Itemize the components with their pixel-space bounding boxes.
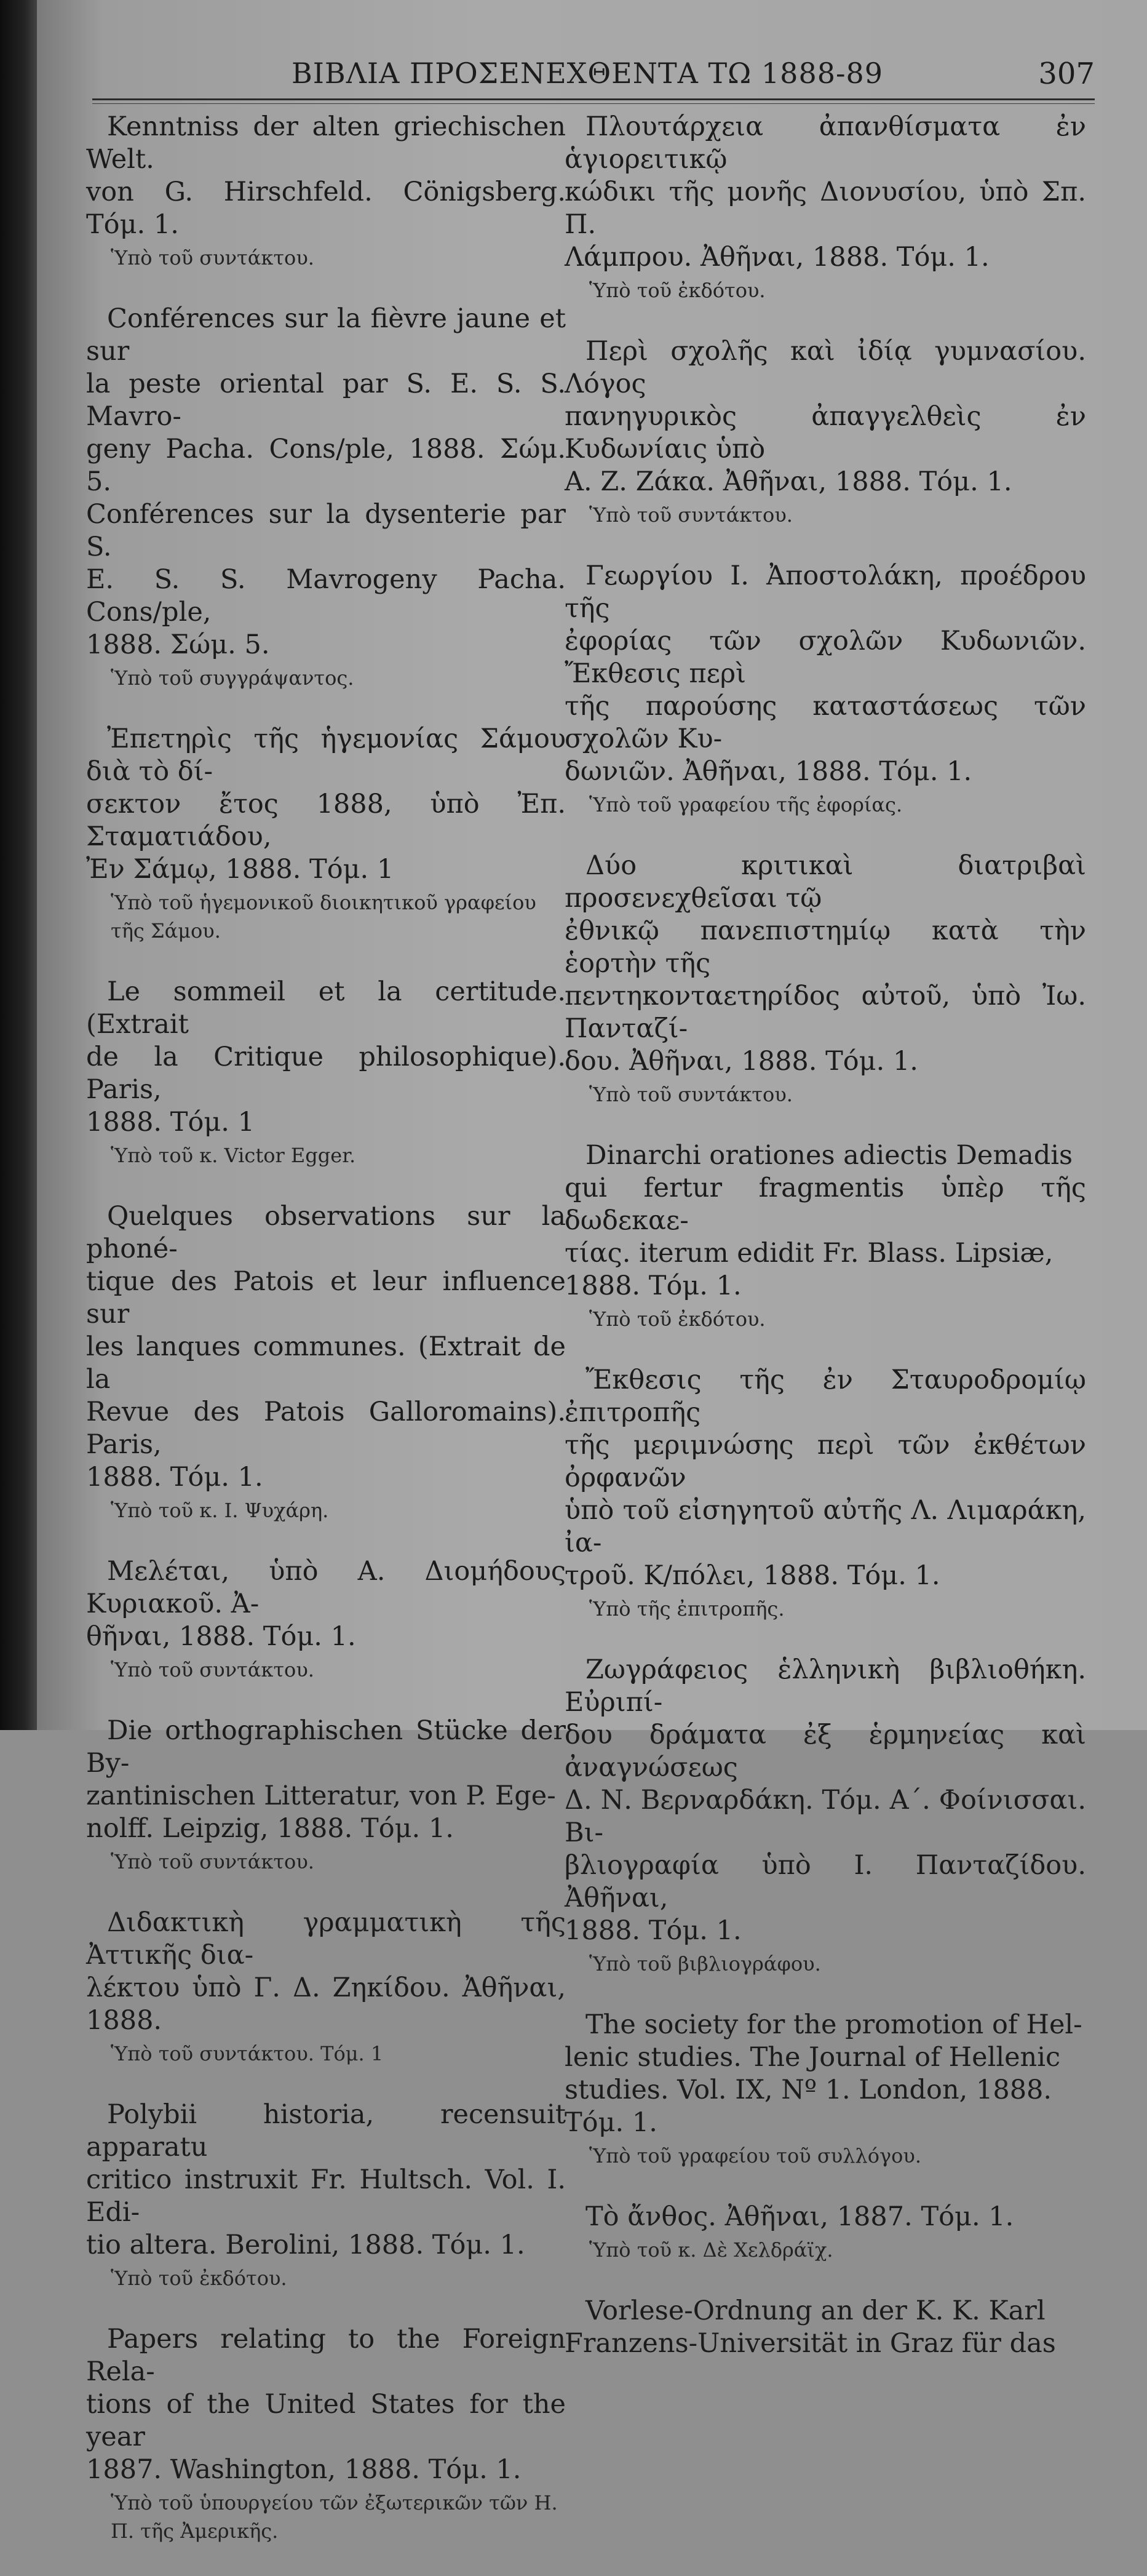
entry-line: ὑπὸ τοῦ εἰσηγητοῦ αὐτῆς Λ. Λιμαράκη, ἰα- [565, 1495, 1086, 1558]
entry-line: 1888. Τόμ. 1. [565, 1270, 742, 1301]
entry-title [565, 1364, 1086, 1592]
page-number: 307 [1038, 57, 1095, 91]
entry-line: Ἐν Σάμῳ, 1888. Τόμ. 1 [86, 854, 394, 885]
catalog-entry [565, 335, 1086, 529]
entry-donor: Ὑπὸ τοῦ συντάκτου. [111, 1658, 314, 1681]
entry-line: 1888. Σώμ. 5. [86, 629, 270, 660]
entry-donor: Ὑπὸ τοῦ βιβλιογράφου. [589, 1952, 821, 1976]
entry-line: Περὶ σχολῆς καὶ ἰδίᾳ γυμνασίου. Λόγος [565, 336, 1086, 399]
catalog-entry [565, 2009, 1086, 2170]
entry-donor: Ὑπὸ τοῦ κ. Victor Egger. [111, 1144, 356, 1167]
entry-line: von G. Hirschfeld. Cönigsberg. Τόμ. 1. [86, 177, 566, 240]
entry-line: tions of the United States for the year [86, 2389, 566, 2452]
catalog-entry [565, 2295, 1086, 2360]
entry-line: βλιογραφία ὑπὸ Ι. Πανταζίδου. Ἀθῆναι, [565, 1850, 1086, 1913]
entry-line: σεκτον ἔτος 1888, ὑπὸ Ἐπ. Σταματιάδου, [86, 789, 566, 852]
entry-line: les lanques communes. (Extrait de la [86, 1331, 566, 1395]
entry-donor: Ὑπὸ τοῦ ἐκδότου. [589, 279, 766, 302]
entry-title [565, 111, 1086, 274]
entry-title [86, 976, 566, 1139]
entry-line: de la Critique philosophique). Paris, [86, 1042, 566, 1105]
entry-line: δωνιῶν. Ἀθῆναι, 1888. Τόμ. 1. [565, 756, 972, 787]
catalog-entry [565, 1364, 1086, 1623]
entry-donor: Ὑπὸ τοῦ κ. Δὲ Χελδράϊχ. [589, 2238, 833, 2262]
entry-title [86, 723, 566, 886]
catalog-entry [565, 560, 1086, 819]
catalog-entry [86, 1200, 566, 1525]
entry-line: lenic studies. The Journal of Hellenic [565, 2042, 1061, 2073]
entry-line: la peste oriental par S. E. S. S. Mavro- [86, 369, 566, 432]
entry-line: Dinarchi orationes adiectis Demadis [585, 1140, 1073, 1171]
entry-line: Kenntniss der alten griechischen Welt. [86, 111, 566, 175]
catalog-entry [86, 111, 566, 272]
entry-donor: Ὑπὸ τῆς ἐπιτροπῆς. [589, 1597, 785, 1621]
entry-line: Vorlese-Ordnung an der K. K. Karl [585, 2295, 1046, 2326]
entry-line: Λάμπρου. Ἀθῆναι, 1888. Τόμ. 1. [565, 242, 990, 273]
entry-line: Conférences sur la dysenterie par S. [86, 499, 566, 562]
entry-line: qui fertur fragmentis ὑπὲρ τῆς δωδεκαε- [565, 1173, 1086, 1236]
entry-line: Papers relating to the Foreign Rela- [86, 2324, 566, 2387]
entry-line: E. S. S. Mavrogeny Pacha. Cons/ple, [86, 564, 566, 628]
right-column [565, 111, 1086, 2391]
entry-line: Μελέται, ὑπὸ Α. Διομήδους Κυριακοῦ. Ἀ- [86, 1556, 566, 1619]
entry-line: The society for the promotion of Hel- [585, 2009, 1082, 2040]
entry-line: nolff. Leipzig, 1888. Τόμ. 1. [86, 1813, 454, 1844]
entry-donor: Ὑπὸ τοῦ ὑπουργείου τῶν ἐξωτερικῶν τῶν Η. Π. τῆς Ἀμερικῆς. [111, 2491, 558, 2543]
entry-line: πανηγυρικὸς ἀπαγγελθεὶς ἐν Κυδωνίαις ὑπὸ [565, 401, 1086, 465]
entry-line: Franzens-Universität in Graz für das [565, 2328, 1056, 2359]
catalog-entry [86, 976, 566, 1170]
entry-title [565, 2201, 1086, 2233]
entry-line: ἐφορίας τῶν σχολῶν Κυδωνιῶν. Ἔκθεσις περὶ [565, 626, 1086, 689]
catalog-entry [565, 111, 1086, 305]
entry-line: Le sommeil et la certitude. (Extrait [86, 976, 566, 1040]
entry-donor: Ὑπὸ τοῦ ἐκδότου. [589, 1307, 766, 1331]
entry-title [86, 1715, 566, 1845]
entry-line: geny Pacha. Cons/ple, 1888. Σώμ. 5. [86, 434, 566, 497]
entry-line: 1888. Τόμ. 1. [86, 1462, 263, 1493]
entry-title [86, 111, 566, 241]
entry-line: studies. Vol. IX, Nº 1. London, 1888. [565, 2075, 1052, 2105]
entry-line: Quelques observations sur la phoné- [86, 1201, 566, 1264]
entry-line: Ζωγράφειος ἑλληνικὴ βιβλιοθήκη. Εὐριπί- [565, 1654, 1086, 1718]
entry-line: Α. Ζ. Ζάκα. Ἀθῆναι, 1888. Τόμ. 1. [565, 466, 1012, 497]
entry-line: ἐθνικῷ πανεπιστημίῳ κατὰ τὴν ἑορτὴν τῆς [565, 915, 1086, 979]
book-page [37, 0, 1147, 2543]
entry-line: zantinischen Litteratur, von P. Ege- [86, 1780, 556, 1811]
entry-line: 1888. Τόμ. 1 [86, 1107, 255, 1138]
entry-line: κώδικι τῆς μονῆς Διονυσίου, ὑπὸ Σπ. Π. [565, 177, 1086, 240]
entry-donor: Ὑπὸ τοῦ γραφείου τοῦ συλλόγου. [589, 2144, 921, 2167]
entry-line: Δύο κριτικαὶ διατριβαὶ προσενεχθεῖσαι τῷ [565, 850, 1086, 914]
entry-line: τῆς μεριμνώσης περὶ τῶν ἐκθέτων ὀρφανῶν [565, 1430, 1086, 1493]
entry-donor: Ὑπὸ τοῦ συγγράψαντος. [111, 666, 354, 690]
entry-title [86, 2323, 566, 2486]
entry-line: τροῦ. Κ/πόλει, 1888. Τόμ. 1. [565, 1560, 940, 1591]
entry-line: tique des Patois et leur influence sur [86, 1266, 566, 1330]
catalog-entry [565, 2201, 1086, 2264]
entry-line: πεντηκονταετηρίδος αὐτοῦ, ὑπὸ Ἰω. Πανταζί- [565, 981, 1086, 1044]
entry-title [565, 1654, 1086, 1947]
catalog-entry [565, 1139, 1086, 1333]
entry-donor: Ὑπὸ τοῦ συντάκτου. [589, 1083, 793, 1106]
entry-title [565, 2009, 1086, 2139]
header-rule [92, 98, 1095, 100]
entry-line: δου δράματα ἐξ ἑρμηνείας καὶ ἀναγνώσεως [565, 1720, 1086, 1783]
catalog-entry [86, 303, 566, 692]
entry-donor: Ὑπὸ τοῦ συντάκτου. Τόμ. 1 [111, 2042, 384, 2065]
entry-line: δου. Ἀθῆναι, 1888. Τόμ. 1. [565, 1046, 918, 1077]
entry-title [565, 850, 1086, 1078]
entry-line: λέκτου ὑπὸ Γ. Δ. Ζηκίδου. Ἀθῆναι, 1888. [86, 1972, 566, 2036]
entry-donor: Ὑπὸ τοῦ ἐκδότου. [111, 2267, 287, 2290]
entry-donor: Ὑπὸ τοῦ κ. Ι. Ψυχάρη. [111, 1499, 329, 1522]
entry-title [565, 335, 1086, 498]
entry-line: Ἐπετηρὶς τῆς ἡγεμονίας Σάμου διὰ τὸ δί- [86, 724, 566, 787]
entry-line: τίας. iterum edidit Fr. Blass. Lipsiæ, [565, 1238, 1054, 1269]
entry-line: θῆναι, 1888. Τόμ. 1. [86, 1621, 356, 1652]
entry-line: Πλουτάρχεια ἀπανθίσματα ἐν ἁγιορειτικῷ [565, 111, 1086, 175]
catalog-entry [86, 2323, 566, 2545]
catalog-entry [86, 1715, 566, 1876]
catalog-entry [565, 850, 1086, 1109]
entry-title [86, 1555, 566, 1653]
entry-line: Δ. Ν. Βερναρδάκη. Τόμ. Α΄. Φοίνισσαι. Βι- [565, 1785, 1086, 1848]
entry-line: Revue des Patois Galloromains). Paris, [86, 1397, 566, 1460]
entry-line: 1887. Washington, 1888. Τόμ. 1. [86, 2454, 522, 2485]
entry-title [565, 560, 1086, 788]
entry-title [565, 1139, 1086, 1302]
entry-title [86, 303, 566, 661]
entry-donor: Ὑπὸ τοῦ γραφείου τῆς ἐφορίας. [589, 793, 903, 816]
entry-donor: Ὑπὸ τοῦ συντάκτου. [111, 1850, 314, 1873]
entry-line: Polybii historia, recensuit apparatu [86, 2099, 566, 2163]
entry-donor: Ὑπὸ τοῦ ἡγεμονικοῦ διοικητικοῦ γραφείου τῆς Σάμου. [111, 891, 536, 943]
entry-line: 1888. Τόμ. 1. [565, 1915, 742, 1946]
entry-line: τῆς παρούσης καταστάσεως τῶν σχολῶν Κυ- [565, 691, 1086, 754]
entry-line: Τὸ ἄνθος. Ἀθῆναι, 1887. Τόμ. 1. [585, 2201, 1014, 2232]
catalog-entry [86, 1555, 566, 1684]
entry-line: Διδακτικὴ γραμματικὴ τῆς Ἀττικῆς δια- [86, 1907, 566, 1971]
entry-line: tio altera. Berolini, 1888. Τόμ. 1. [86, 2230, 525, 2260]
entry-title [86, 2099, 566, 2262]
header-rule-thin [92, 103, 1095, 104]
entry-line: Γεωργίου Ι. Ἀποστολάκη, προέδρου τῆς [565, 560, 1086, 624]
entry-line: Conférences sur la fièvre jaune et sur [86, 303, 566, 367]
catalog-entry [86, 2099, 566, 2292]
left-column [86, 111, 566, 2576]
entry-line: Τόμ. 1. [565, 2107, 657, 2138]
entry-line: Die orthographischen Stücke der By- [86, 1715, 566, 1779]
running-head [92, 53, 1095, 96]
running-title: ΒΙΒΛΙΑ ΠΡΟΣΕΝΕΧΘΕΝΤΑ ΤΩ 1888-89 [291, 57, 884, 90]
catalog-entry [86, 1907, 566, 2068]
entry-title [86, 1907, 566, 2037]
catalog-entry [86, 723, 566, 945]
entry-donor: Ὑπὸ τοῦ συντάκτου. [111, 246, 314, 269]
entry-line: Ἔκθεσις τῆς ἐν Σταυροδρομίῳ ἐπιτροπῆς [565, 1365, 1086, 1428]
catalog-entry [565, 1654, 1086, 1978]
entry-title [565, 2295, 1086, 2360]
entry-title [86, 1200, 566, 1494]
entry-donor: Ὑπὸ τοῦ συντάκτου. [589, 503, 793, 527]
entry-line: critico instruxit Fr. Hultsch. Vol. I. Edi- [86, 2164, 566, 2228]
